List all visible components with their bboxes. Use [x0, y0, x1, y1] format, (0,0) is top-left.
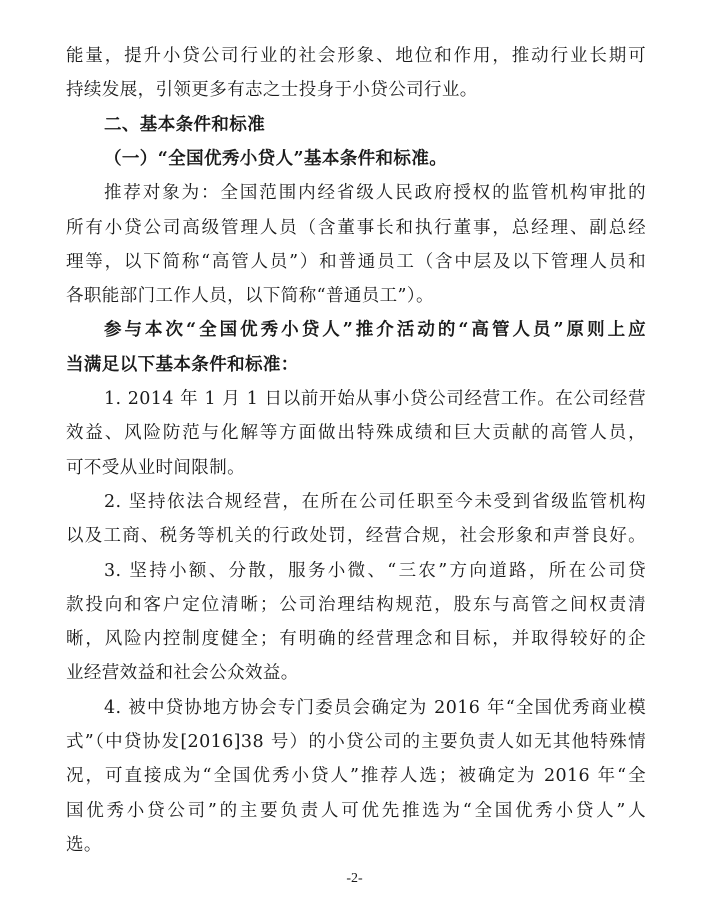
page-number: -2- — [346, 871, 363, 886]
list-item-line: 晰，风险内控制度健全；有明确的经营理念和目标，并取得较好的企 — [66, 629, 646, 649]
paragraph-line: 各职能部门工作人员，以下简称“普通员工”）。 — [66, 286, 434, 306]
list-item-line: 效益、风险防范与化解等方面做出特殊成绩和巨大贡献的高管人员， — [66, 423, 646, 443]
list-item-line: 可不受从业时间限制。 — [66, 458, 245, 478]
list-item-line: 国优秀小贷公司”的主要负责人可优先推选为“全国优秀小贷人”人 — [66, 801, 646, 821]
paragraph-line: 参与本次“全国优秀小贷人”推介活动的“高管人员”原则上应 — [104, 320, 646, 340]
paragraph-line: 理等，以下简称“高管人员”）和普通员工（含中层及以下管理人员和 — [66, 252, 646, 272]
section-heading: 二、基本条件和标准 — [104, 115, 266, 135]
list-item-line: 1. 2014 年 1 月 1 日以前开始从事小贷公司经营工作。在公司经营 — [104, 389, 646, 409]
paragraph-line: 能量，提升小贷公司行业的社会形象、地位和作用，推动行业长期可 — [66, 46, 646, 66]
list-item-line: 式”（中贷协发[2016]38 号）的小贷公司的主要负责人如无其他特殊情 — [66, 732, 646, 752]
list-item-line: 3. 坚持小额、分散，服务小微、“三农”方向道路，所在公司贷 — [104, 561, 646, 581]
list-item-line: 选。 — [66, 835, 102, 855]
paragraph-line: 当满足以下基本条件和标准： — [66, 355, 299, 375]
list-item-line: 以及工商、税务等机关的行政处罚，经营合规，社会形象和声誉良好。 — [66, 526, 646, 546]
paragraph-line: 推荐对象为：全国范围内经省级人民政府授权的监管机构审批的 — [104, 183, 646, 203]
paragraph-line: 所有小贷公司高级管理人员（含董事长和执行董事，总经理、副总经 — [66, 218, 646, 238]
list-item-line: 2. 坚持依法合规经营，在所在公司任职至今未受到省级监管机构 — [104, 492, 646, 512]
paragraph-line: 持续发展，引领更多有志之士投身于小贷公司行业。 — [66, 80, 478, 100]
list-item-line: 4. 被中贷协地方协会专门委员会确定为 2016 年“全国优秀商业模 — [104, 698, 646, 718]
list-item-line: 况，可直接成为“全国优秀小贷人”推荐人选；被确定为 2016 年“全 — [66, 766, 646, 786]
list-item-line: 款投向和客户定位清晰；公司治理结构规范，股东与高管之间权责清 — [66, 595, 646, 615]
subsection-heading: （一）“全国优秀小贷人”基本条件和标准。 — [104, 149, 448, 169]
list-item-line: 业经营效益和社会公众效益。 — [66, 663, 299, 683]
